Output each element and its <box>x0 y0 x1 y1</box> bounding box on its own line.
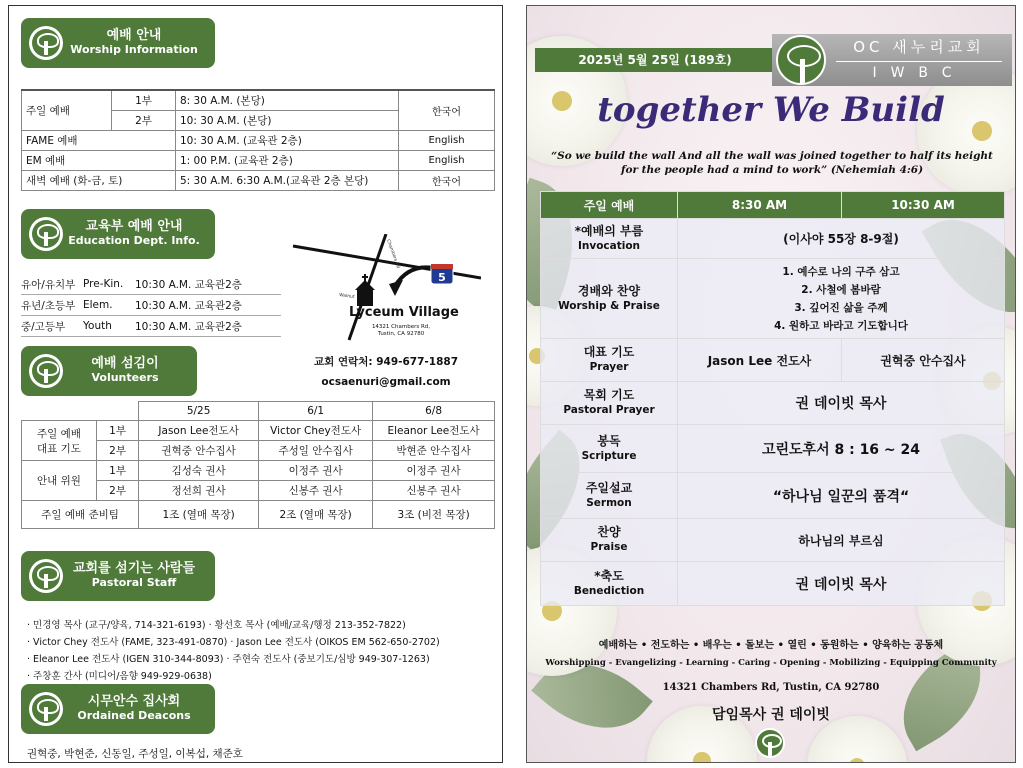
order-label-ko: *축도 <box>594 568 624 583</box>
order-label-en: Prayer <box>589 361 629 373</box>
vol-cell: 이정주 권사 <box>373 461 495 481</box>
order-content: 권혁중 안수집사 <box>842 339 1005 382</box>
edu-dept-ko: 유아/유치부 <box>21 278 76 291</box>
vol-cell: 주성일 안수집사 <box>259 441 373 461</box>
volunteers-table <box>21 401 495 529</box>
right-page <box>526 5 1016 763</box>
worship-time: 1: 00 P.M. (교육관 2층) <box>176 151 399 171</box>
worship-order-table <box>540 191 1005 606</box>
edu-time: 10:30 A.M. 교육관2층 <box>135 320 242 333</box>
volunteers-header <box>21 346 197 396</box>
worship-header-en: Worship Information <box>70 43 198 57</box>
staff-header-ko: 교회를 섬기는 사람들 <box>72 561 196 577</box>
order-head-time2: 10:30 AM <box>842 192 1005 219</box>
vol-cell: 박현준 안수집사 <box>373 441 495 461</box>
vol-part: 2부 <box>97 441 139 461</box>
deacons-names: 권혁중, 박현준, 신동일, 주성일, 이복섭, 채준호 <box>27 748 243 760</box>
list-item: · 민경영 목사 (교구/양육, 714-321-6193) · 황선호 목사 (예배/교육/행정 213-352-7822) <box>27 620 406 631</box>
worship-time: 10: 30 A.M. (본당) <box>176 111 399 131</box>
edu-dept-en: Youth <box>83 320 112 332</box>
worship-part: 1부 <box>112 90 176 111</box>
table-row <box>22 402 495 421</box>
deacons-header-ko: 시무안수 집사회 <box>87 694 181 710</box>
table-row <box>541 339 1005 382</box>
vol-part: 1부 <box>97 421 139 441</box>
order-label-en: Praise <box>590 541 628 553</box>
vol-part: 2부 <box>97 481 139 501</box>
list-item: 4. 원하고 바라고 기도합니다 <box>774 319 908 332</box>
order-label-en: Benediction <box>573 584 645 597</box>
table-row <box>541 219 1005 259</box>
order-label-ko: 주일설교 <box>585 480 633 495</box>
order-content: Jason Lee 전도사 <box>678 339 842 382</box>
vol-cell: 신봉주 권사 <box>259 481 373 501</box>
vol-date: 5/25 <box>139 402 259 421</box>
order-label-en: Worship & Praise <box>558 299 660 312</box>
church-tree-logo-icon <box>29 217 63 251</box>
staff-header <box>21 551 215 601</box>
map-address-2: Tustin, CA 92780 <box>377 331 425 337</box>
edu-time: 10:30 A.M. 교육관2층 <box>135 278 242 291</box>
location-map <box>291 234 481 342</box>
volunteers-header-en: Volunteers <box>91 371 159 385</box>
list-item: 1. 예수로 나의 구주 삼고 <box>782 265 900 278</box>
table-row <box>22 90 495 111</box>
map-street-b: Walnut <box>338 293 355 301</box>
worship-time: 5: 30 A.M. 6:30 A.M.(교육관 2층 본당) <box>176 171 399 191</box>
worship-lang: 한국어 <box>399 171 495 191</box>
vol-date: 6/1 <box>259 402 373 421</box>
table-row <box>541 425 1005 473</box>
church-building-icon <box>355 274 375 306</box>
vol-cell: Eleanor Lee전도사 <box>373 421 495 441</box>
education-header-en: Education Dept. Info. <box>68 234 200 248</box>
worship-name: 새벽 예배 (화-금, 토) <box>22 171 176 191</box>
worship-time: 8: 30 A.M. (본당) <box>176 90 399 111</box>
vol-prayer-label: 주일 예배 대표 기도 <box>22 421 97 461</box>
left-page <box>8 5 503 763</box>
church-tree-logo-icon <box>755 728 785 758</box>
table-row <box>541 382 1005 425</box>
senior-pastor: 담임목사 권 데이빗 <box>712 707 830 723</box>
order-content: 권 데이빗 목사 <box>678 562 1005 606</box>
vol-cell: 이정주 권사 <box>259 461 373 481</box>
order-label-ko: 대표 기도 <box>583 345 635 359</box>
list-item <box>21 274 281 295</box>
verse-line-1: “So we build the wall And all the wall was joined together to half its height <box>551 150 993 162</box>
table-row <box>22 171 495 191</box>
order-content: 권 데이빗 목사 <box>678 382 1005 425</box>
edu-dept-ko: 유년/초등부 <box>21 299 76 312</box>
order-label-ko: 봉독 <box>597 433 621 448</box>
motto-en: Worshipping - Evangelizing - Learning - Caring - Opening - Mobilizing - Equipping Community <box>545 658 997 668</box>
worship-part: 2부 <box>112 111 176 131</box>
edu-dept-en: Pre-Kin. <box>83 278 124 290</box>
vol-cell: 1조 (열매 목장) <box>139 501 259 529</box>
vol-cell: 2조 (열매 목장) <box>259 501 373 529</box>
table-row <box>541 192 1005 219</box>
theme-verse <box>541 149 1003 177</box>
order-content: 하나님의 부르심 <box>678 519 1005 562</box>
education-header <box>21 209 215 259</box>
order-label-en: Scripture <box>581 449 637 462</box>
staff-list <box>27 617 497 685</box>
motto-ko: 예배하는 • 전도하는 • 배우는 • 돌보는 • 열린 • 동원하는 • 양육하는 공동체 <box>598 640 944 651</box>
order-content: “하나님 일꾼의 품격“ <box>678 473 1005 519</box>
order-content: (이사야 55장 8-9절) <box>678 219 1005 259</box>
edu-time: 10:30 A.M. 교육관2층 <box>135 299 242 312</box>
worship-lang: English <box>399 151 495 171</box>
table-row <box>541 519 1005 562</box>
map-place-name: Lyceum Village <box>349 305 459 320</box>
edu-dept-ko: 중/고등부 <box>21 320 66 333</box>
vol-date: 6/8 <box>373 402 495 421</box>
worship-name: 주일 예배 <box>22 90 112 131</box>
verse-line-2: for the people had a mind to work” (Nehemiah 4:6) <box>620 164 924 176</box>
deacons-header-en: Ordained Deacons <box>77 709 191 723</box>
order-label-ko: 찬양 <box>597 525 621 539</box>
church-name-en: IWBC <box>872 64 966 81</box>
song-list <box>678 259 1005 339</box>
vol-cell: Victor Chey전도사 <box>259 421 373 441</box>
worship-lang: English <box>399 131 495 151</box>
table-row <box>22 421 495 441</box>
table-row <box>541 259 1005 339</box>
order-label-ko: 목회 기도 <box>583 388 635 402</box>
vol-cell: Jason Lee전도사 <box>139 421 259 441</box>
worship-header-ko: 예배 안내 <box>106 28 162 44</box>
education-list <box>21 274 281 337</box>
order-label-ko: 경배와 찬양 <box>577 283 641 298</box>
map-address-1: 14321 Chambers Rd, <box>371 324 431 330</box>
direction-arrow-head-icon <box>389 280 403 296</box>
church-tree-logo-icon <box>29 559 63 593</box>
vol-cell: 김성숙 권사 <box>139 461 259 481</box>
worship-lang: 한국어 <box>399 90 495 131</box>
worship-name: EM 예배 <box>22 151 176 171</box>
vol-cell: 정선희 권사 <box>139 481 259 501</box>
education-header-ko: 교육부 예배 안내 <box>85 219 183 235</box>
table-row <box>22 151 495 171</box>
vol-prep-label: 주일 예배 준비팀 <box>22 501 139 529</box>
church-tree-logo-icon <box>29 692 63 726</box>
vol-cell: 권혁중 안수집사 <box>139 441 259 461</box>
freeway-5-shield-icon <box>431 264 453 284</box>
theme-title: together We Build <box>597 90 945 130</box>
list-item: 2. 사철에 봄바람 <box>801 283 881 296</box>
vol-cell: 신봉주 권사 <box>373 481 495 501</box>
order-label-en: Sermon <box>586 496 632 509</box>
volunteers-header-ko: 예배 섬김이 <box>91 356 159 372</box>
order-label-ko: *예배의 부름 <box>574 223 644 238</box>
vol-part: 1부 <box>97 461 139 481</box>
deacons-header <box>21 684 215 734</box>
church-address: 14321 Chambers Rd, Tustin, CA 92780 <box>662 682 880 693</box>
worship-name: FAME 예배 <box>22 131 176 151</box>
list-item: 3. 깊어진 삶을 주께 <box>794 301 888 314</box>
church-tree-logo-icon <box>29 354 63 388</box>
table-row <box>22 461 495 481</box>
vol-cell: 3조 (비전 목장) <box>373 501 495 529</box>
church-name-ko: OC 새누리교회 <box>836 38 1002 62</box>
worship-table <box>21 89 495 191</box>
table-row <box>541 562 1005 606</box>
contact-phone: 교회 연락처: 949-677-1887 <box>314 356 458 368</box>
map-street-a: Chambers Rd <box>385 238 401 270</box>
order-content: 고린도후서 8 : 16 ~ 24 <box>678 425 1005 473</box>
worship-time: 10: 30 A.M. (교육관 2층) <box>176 131 399 151</box>
table-row <box>22 501 495 529</box>
order-head-time1: 8:30 AM <box>678 192 842 219</box>
church-tree-logo-icon <box>776 35 826 85</box>
bulletin-date: 2025년 5월 25일 (189호) <box>535 48 775 72</box>
list-item <box>21 295 281 316</box>
freeway-number: 5 <box>438 271 446 284</box>
church-brand <box>772 34 1012 86</box>
table-row <box>541 473 1005 519</box>
list-item: · 주창훈 간사 (미디어/음향 949-929-0638) <box>27 671 212 682</box>
list-item: · Victor Chey 전도사 (FAME, 323-491-0870) · Jason Lee 전도사 (OIKOS EM 562-650-2702) <box>27 637 440 648</box>
order-label-en: Pastoral Prayer <box>563 404 655 416</box>
table-row <box>22 131 495 151</box>
contact-email[interactable]: ocsaenuri@gmail.com <box>321 376 451 388</box>
order-head-label: 주일 예배 <box>541 192 678 219</box>
list-item <box>21 316 281 337</box>
edu-dept-en: Elem. <box>83 299 113 311</box>
list-item: · Eleanor Lee 전도사 (IGEN 310-344-8093) · 주현숙 전도사 (중보기도/심방 949-307-1263) <box>27 654 430 665</box>
vol-usher-label: 안내 위원 <box>22 461 97 501</box>
staff-header-en: Pastoral Staff <box>91 576 177 590</box>
order-label-en: Invocation <box>577 239 641 252</box>
worship-header <box>21 18 215 68</box>
church-tree-logo-icon <box>29 26 63 60</box>
contact-info <box>291 352 481 392</box>
